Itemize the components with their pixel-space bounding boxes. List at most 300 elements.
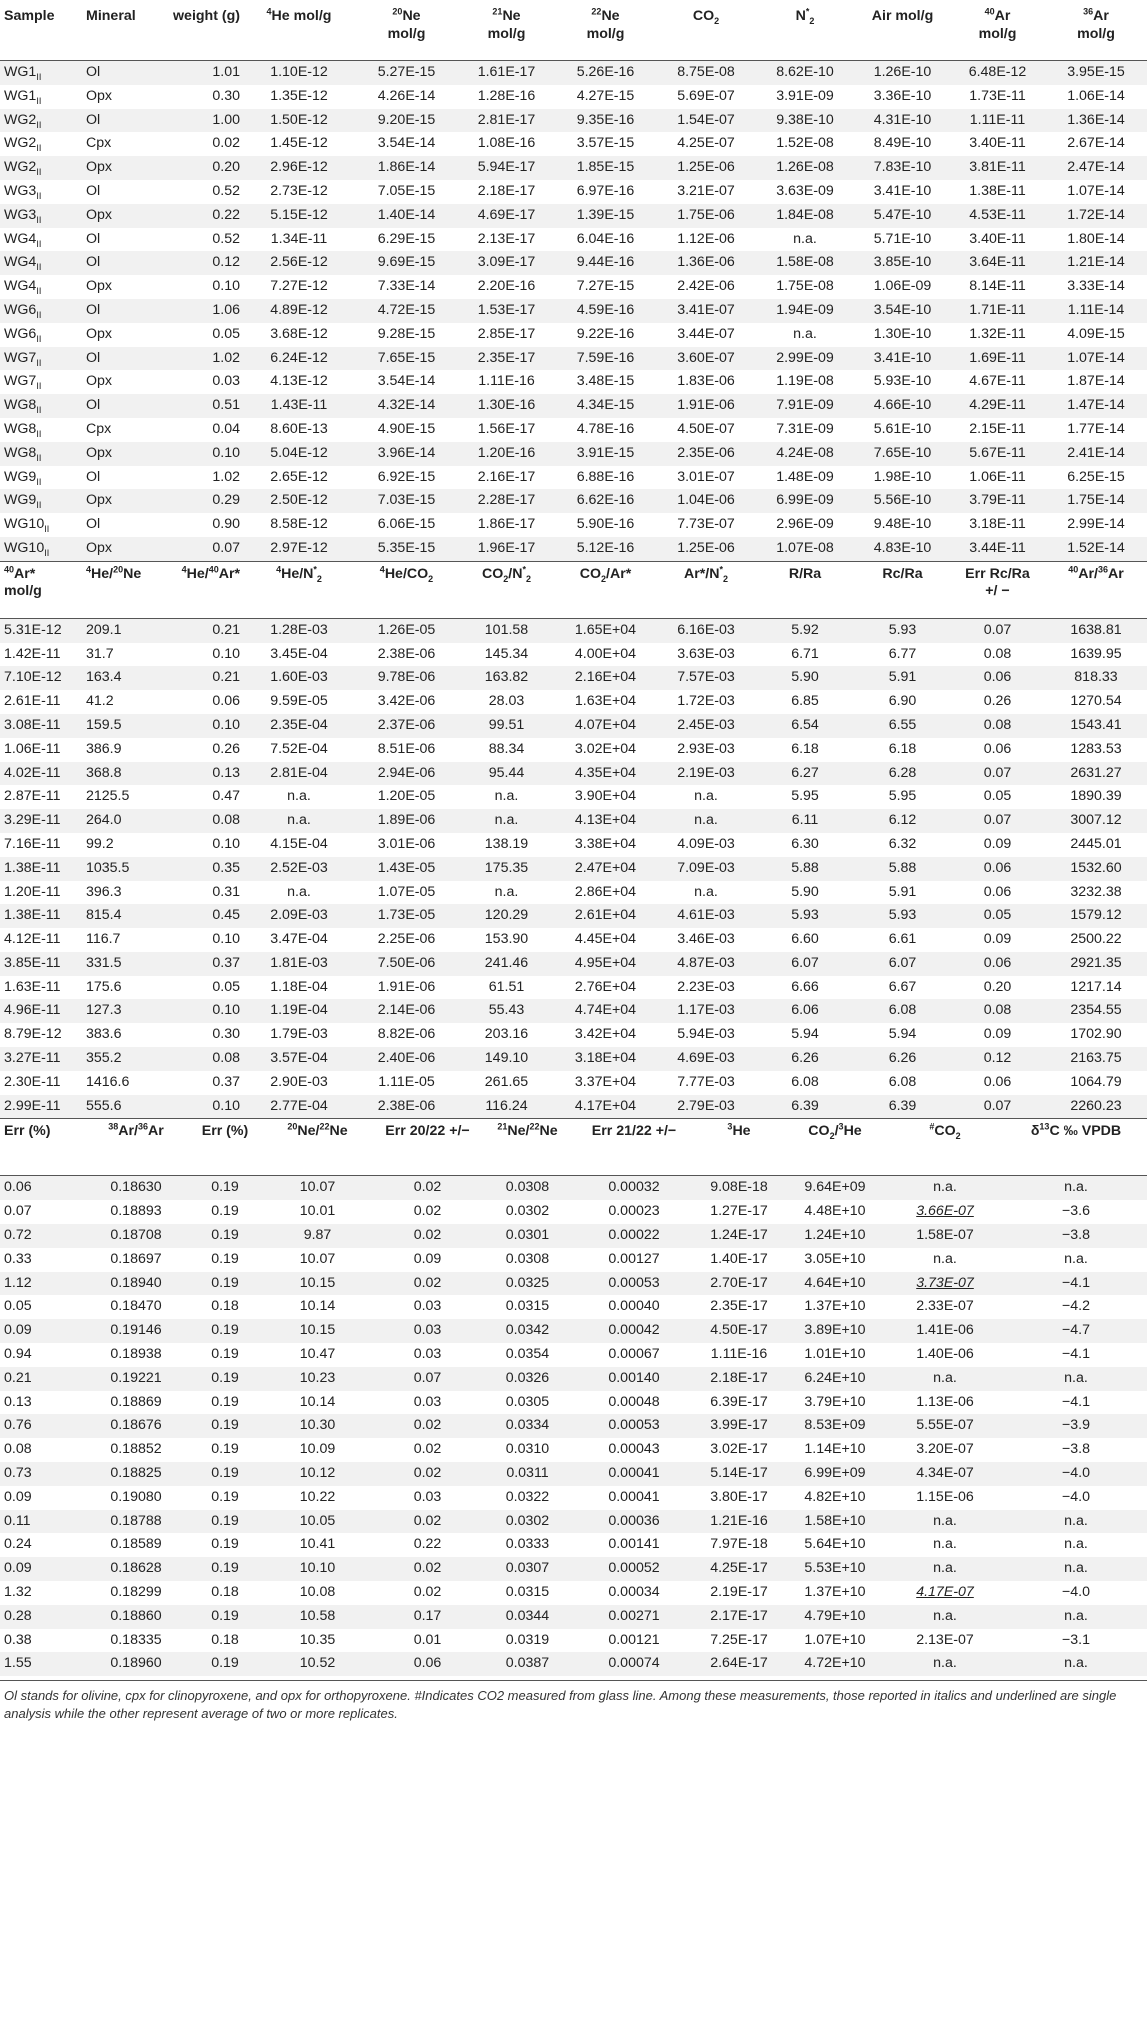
table-cell: 7.25E-17 [710, 1631, 768, 1648]
table-cell: 7.65E-10 [855, 442, 950, 466]
table-cell: 3007.12 [1045, 809, 1147, 833]
table-cell: 8.53E+09 [785, 1414, 885, 1438]
table-cell: 1.91E-06 [377, 978, 436, 995]
table-cell: 116.24 [459, 1095, 554, 1119]
table-row [0, 666, 1147, 690]
table-cell: Ol [82, 109, 154, 133]
table-cell: −3.9 [1005, 1414, 1147, 1438]
table-body-2 [0, 618, 1147, 1118]
table-cell: 0.18708 [82, 1224, 190, 1248]
table-cell: 6.39 [855, 1095, 950, 1119]
table-cell: 0.02 [375, 1462, 480, 1486]
col-header-4he-40ar: $^4$He/$^{40}$Ar* [181, 564, 240, 582]
table-cell: 1.81E-03 [244, 952, 354, 976]
table-cell: 116.7 [86, 931, 121, 948]
col-header-21ne: $^{21}$Ne mol/g [487, 6, 526, 42]
table-cell: Ol [82, 347, 154, 371]
table-cell: 0.00053 [575, 1414, 693, 1438]
table-cell: 1.06 [154, 299, 244, 323]
table-cell: $WG8_{II}$ [4, 420, 42, 439]
table-cell: 2.41E-14 [1045, 442, 1147, 466]
table-row [0, 442, 1147, 466]
table-cell: 6.18 [791, 740, 819, 757]
table-cell: 1.24E-17 [693, 1224, 785, 1248]
table-cell: 2125.5 [86, 788, 130, 805]
table-cell: 1.26E-08 [755, 156, 855, 180]
table-cell: 1.07E-14 [1045, 347, 1147, 371]
table-cell: 0.06 [0, 1176, 82, 1200]
table-cell: 0.19 [190, 1652, 260, 1676]
table-row [0, 180, 1147, 204]
table-cell: 6.28 [855, 762, 950, 786]
table-cell: $WG4_{II}$ [0, 251, 82, 275]
table-cell: 3.48E-15 [576, 373, 635, 390]
table-cell: 0.76 [0, 1414, 82, 1438]
table-cell: 0.00271 [575, 1605, 693, 1629]
table-cell: 2.90E-03 [270, 1073, 328, 1090]
table-cell: 0.00052 [575, 1557, 693, 1581]
table-cell: 0.30 [212, 1026, 240, 1043]
table-row [0, 1486, 1147, 1510]
table-cell: 9.28E-15 [377, 325, 436, 342]
table-cell: n.a. [1005, 1652, 1147, 1676]
table-cell: 2.96E-09 [776, 516, 834, 533]
table-cell: 1.34E-11 [270, 230, 328, 247]
table-cell: 5.55E-07 [885, 1414, 1005, 1438]
table-cell: 10.09 [299, 1441, 336, 1458]
table-cell: 0.19 [211, 1488, 239, 1505]
table-cell: n.a. [793, 325, 817, 342]
table-cell: 1.77E-14 [1067, 420, 1125, 437]
table-cell: 0.19080 [110, 1488, 162, 1505]
table-cell: 1.10E-12 [244, 61, 354, 85]
table-cell: 1.36E-06 [657, 251, 755, 275]
table-cell: 88.34 [488, 740, 525, 757]
table-cell: 4.50E-17 [693, 1319, 785, 1343]
table-cell: 10.47 [299, 1346, 336, 1363]
table-cell: n.a. [244, 809, 354, 833]
table-cell: $WG2_{II}$ [4, 135, 42, 154]
table-cell: 0.35 [154, 857, 244, 881]
table-cell: 0.06 [950, 857, 1045, 881]
table-cell: 2.73E-12 [270, 182, 328, 199]
table-cell: 386.9 [86, 740, 122, 757]
table-row [0, 1023, 1147, 1047]
table-cell: 3232.38 [1070, 883, 1122, 900]
table-cell: 2.35E-17 [710, 1298, 768, 1315]
table-cell: 3.42E-06 [377, 693, 436, 710]
table-cell: 1.30E-10 [873, 325, 932, 342]
table-cell: Opx [82, 489, 154, 513]
table-cell: 0.52 [212, 230, 240, 247]
table-cell: 2.47E-14 [1045, 156, 1147, 180]
table-cell: $WG4_{II}$ [4, 278, 42, 296]
table-cell: 5.04E-12 [244, 442, 354, 466]
table-cell: 0.19 [190, 1462, 260, 1486]
table-cell: 4.72E-15 [354, 299, 459, 323]
table-cell: 4.31E-10 [855, 109, 950, 133]
table-cell: n.a. [1064, 1536, 1088, 1553]
table-row [0, 85, 1147, 109]
table-cell: 1.80E-14 [1067, 230, 1125, 247]
table-cell: 0.18960 [82, 1652, 190, 1676]
table-cell: 2.67E-14 [1067, 135, 1125, 152]
table-cell: 6.88E-16 [576, 468, 635, 485]
table-cell: 2.61E+04 [554, 904, 657, 928]
table-cell: 0.00043 [608, 1441, 660, 1458]
table-cell: 9.22E-16 [576, 325, 635, 342]
table-cell: 28.03 [488, 693, 525, 710]
table-cell: 0.0322 [505, 1488, 550, 1505]
table-cell: n.a. [885, 1605, 1005, 1629]
table-cell: Opx [86, 373, 113, 390]
table-cell: 1.12E-06 [677, 230, 735, 247]
table-cell: 0.0307 [480, 1557, 575, 1581]
table-cell: 0.04 [212, 420, 240, 437]
table-cell: 3.37E+04 [574, 1073, 637, 1090]
table-cell: 7.05E-15 [377, 182, 436, 199]
table-cell: 1.83E-06 [677, 373, 735, 390]
table-cell: 1416.6 [86, 1073, 130, 1090]
table-cell: 7.10E-12 [0, 666, 82, 690]
col-header-r-ra: R/Ra [788, 565, 822, 582]
table-cell: 2.52E-03 [244, 857, 354, 881]
table-cell: 5.93 [855, 904, 950, 928]
table-cell: Ol [82, 394, 154, 418]
table-cell: 1.02 [154, 347, 244, 371]
table-cell: n.a. [885, 1652, 1005, 1676]
table-cell: Opx [82, 204, 154, 228]
table-cell: 1.63E+04 [574, 693, 637, 710]
table-cell: 10.58 [260, 1605, 375, 1629]
table-cell: 2.65E-12 [270, 468, 328, 485]
table-cell: 0.07 [950, 618, 1045, 642]
table-cell: 3.60E-07 [657, 347, 755, 371]
table-cell: 10.14 [299, 1393, 336, 1410]
table-cell: 2.87E-11 [4, 788, 61, 805]
table-cell: 6.92E-15 [377, 468, 436, 485]
table-cell: 3.05E+10 [804, 1250, 866, 1267]
table-cell: 5.94E-17 [459, 156, 554, 180]
table-cell: n.a. [1005, 1605, 1147, 1629]
table-cell: −3.8 [1061, 1441, 1090, 1458]
table-footnote: Ol stands for olivine, cpx for clinopyroxene, and opx for orthopyroxene. #Indicates CO2 measured from glass line. Among these measurements, those reported in italics and underlined are single analysis while the other represent average of two or more replicates. [0, 1680, 1147, 1722]
table-cell: $WG7_{II}$ [0, 347, 82, 371]
table-cell: 5.14E-17 [693, 1462, 785, 1486]
table-cell: 1.69E-11 [950, 347, 1045, 371]
table-cell: 3.95E-15 [1045, 61, 1147, 85]
table-cell: 0.18869 [110, 1393, 162, 1410]
table-cell: $WG6_{II}$ [4, 325, 42, 344]
table-cell: 0.19 [190, 1414, 260, 1438]
table-cell: 0.10 [154, 999, 244, 1023]
col-header-21ne-22ne: $^{21}$Ne/$^{22}$Ne [497, 1121, 558, 1140]
table-row [0, 251, 1147, 275]
table-row [0, 466, 1147, 490]
table-cell: 0.02 [413, 1203, 442, 1220]
table-cell: 1.75E-06 [657, 204, 755, 228]
table-cell: 6.26 [855, 1047, 950, 1071]
col-header-36ar: $^{36}$Ar mol/g [1077, 6, 1115, 42]
table-cell: 4.07E+04 [554, 714, 657, 738]
table-cell: 2.35E-17 [459, 347, 554, 371]
table-cell: 0.13 [4, 1393, 32, 1410]
table-cell: 6.39E-17 [710, 1393, 768, 1410]
table-cell: 4.87E-03 [657, 952, 755, 976]
table-cell: 0.18630 [82, 1176, 190, 1200]
table-row [0, 489, 1147, 513]
table-cell: 0.01 [413, 1631, 442, 1648]
table-cell: 0.19 [211, 1250, 239, 1267]
table-row [0, 714, 1147, 738]
table-cell: n.a. [885, 1176, 1005, 1200]
table-cell: 4.95E+04 [554, 952, 657, 976]
table-cell: 1.30E-16 [459, 394, 554, 418]
table-cell: 10.35 [299, 1631, 336, 1648]
table-cell: 4.82E+10 [804, 1488, 866, 1505]
table-cell: 0.09 [983, 835, 1012, 852]
table-cell: 2.81E-17 [459, 109, 554, 133]
table-cell: 10.41 [299, 1536, 336, 1553]
table-cell: 1.84E-08 [755, 204, 855, 228]
table-cell: 1.65E+04 [554, 618, 657, 642]
table-cell: 10.15 [260, 1272, 375, 1296]
table-block-3 [0, 1118, 1147, 1676]
table-cell: n.a. [933, 1250, 957, 1267]
table-cell: $WG4_{II}$ [4, 230, 42, 249]
table-cell: 1543.41 [1045, 714, 1147, 738]
table-row [0, 643, 1147, 667]
table-cell: 9.78E-06 [354, 666, 459, 690]
table-cell: 0.90 [212, 516, 240, 533]
table-cell: 818.33 [1045, 666, 1147, 690]
table-cell: 4.09E-03 [677, 835, 735, 852]
table-cell: 0.05 [983, 788, 1012, 805]
table-cell: 2.35E-06 [657, 442, 755, 466]
table-cell: 0.09 [4, 1488, 32, 1505]
table-cell: 2.23E-03 [677, 978, 735, 995]
table-cell: 175.35 [459, 857, 554, 881]
col-header-40ar: $^{40}$Ar mol/g [978, 6, 1017, 42]
table-cell: 0.00042 [575, 1319, 693, 1343]
table-cell: 0.00022 [575, 1224, 693, 1248]
table-cell: 0.00034 [608, 1584, 660, 1601]
table-cell: 0.18788 [82, 1510, 190, 1534]
table-cell: 0.45 [154, 904, 244, 928]
table-cell: 0.13 [154, 762, 244, 786]
table-cell: n.a. [933, 1536, 957, 1553]
table-row [0, 618, 1147, 642]
table-cell: −4.1 [1061, 1393, 1090, 1410]
table-cell: 7.73E-07 [677, 516, 735, 533]
table-cell: 2.99E-14 [1067, 516, 1125, 533]
table-cell: 10.01 [299, 1203, 336, 1220]
table-cell: 6.60 [791, 931, 819, 948]
table-cell: 55.43 [459, 999, 554, 1023]
table-cell: 264.0 [82, 809, 154, 833]
table-cell: 1064.79 [1070, 1073, 1122, 1090]
table-cell: 1.25E-06 [657, 156, 755, 180]
table-cell: 1.58E+10 [785, 1510, 885, 1534]
table-cell: Ol [82, 251, 154, 275]
table-cell: 2.64E-17 [693, 1652, 785, 1676]
table-cell: 8.75E-08 [657, 61, 755, 85]
table-row [0, 1319, 1147, 1343]
table-cell: 2.96E-12 [244, 156, 354, 180]
table-cell: 1.38E-11 [0, 857, 82, 881]
table-cell: 4.72E+10 [785, 1652, 885, 1676]
table-cell: 1.96E-17 [459, 537, 554, 561]
table-cell: 7.16E-11 [4, 835, 61, 852]
table-cell: 5.92 [755, 618, 855, 642]
table-cell: 2.47E+04 [554, 857, 657, 881]
col-header-20ne-22ne: $^{20}$Ne/$^{22}$Ne [287, 1121, 348, 1140]
table-cell: 4.66E-10 [855, 394, 950, 418]
table-cell: n.a. [1064, 1250, 1088, 1267]
table-cell: 1283.53 [1070, 740, 1122, 757]
table-cell: 7.65E-15 [354, 347, 459, 371]
table-cell: 9.64E+09 [785, 1176, 885, 1200]
table-cell: 1.37E+10 [804, 1584, 866, 1601]
table-cell: 1.20E-05 [377, 788, 436, 805]
table-cell: 1.61E-17 [459, 61, 554, 85]
table-cell: 0.07 [154, 537, 244, 561]
table-cell: 396.3 [86, 883, 122, 900]
table-cell: 4.25E-07 [677, 135, 735, 152]
table-cell: 0.18676 [82, 1414, 190, 1438]
table-cell: 0.19 [211, 1393, 239, 1410]
table-cell: 2.15E-11 [969, 420, 1026, 437]
table-cell: 0.10 [154, 442, 244, 466]
col-header-40ar-36ar: $^{40}$Ar/$^{36}$Ar [1068, 564, 1124, 582]
table-cell: 0.0310 [505, 1441, 550, 1458]
table-header-row [0, 561, 1147, 618]
table-cell: 5.35E-15 [354, 537, 459, 561]
table-cell: n.a. [1005, 1510, 1147, 1534]
table-cell: 0.30 [212, 87, 240, 104]
table-cell: 2.70E-17 [693, 1272, 785, 1296]
table-cell: 0.28 [0, 1605, 82, 1629]
table-cell: 61.51 [488, 978, 525, 995]
table-cell: 1.26E-10 [855, 61, 950, 85]
table-cell: 6.16E-03 [657, 618, 755, 642]
table-row [0, 132, 1147, 156]
table-cell: 2.42E-06 [677, 278, 735, 295]
table-cell: 4.35E+04 [554, 762, 657, 786]
table-cell: 1.47E-14 [1045, 394, 1147, 418]
table-cell: 1532.60 [1045, 857, 1147, 881]
table-cell: 6.04E-16 [576, 230, 635, 247]
table-cell: 120.29 [459, 904, 554, 928]
table-row [0, 1047, 1147, 1071]
table-cell: Opx [82, 537, 154, 561]
table-cell: 9.38E-10 [755, 109, 855, 133]
table-cell: 1.63E-11 [4, 978, 61, 995]
table-row [0, 809, 1147, 833]
table-cell: 0.06 [983, 1073, 1012, 1090]
table-cell: n.a. [793, 230, 817, 247]
table-cell: 0.18893 [110, 1203, 162, 1220]
table-cell: 4.15E-04 [270, 835, 328, 852]
table-cell: 0.03 [212, 373, 240, 390]
table-cell: 10.05 [260, 1510, 375, 1534]
table-cell: 1.37E+10 [804, 1298, 866, 1315]
table-cell: 0.10 [154, 714, 244, 738]
table-cell: 2.20E-16 [477, 278, 536, 295]
table-cell: 5.93 [755, 904, 855, 928]
table-cell: 1.40E-06 [916, 1346, 974, 1363]
table-block-2 [0, 561, 1147, 1119]
table-cell: 1.18E-04 [270, 978, 328, 995]
col-header-co2-ar: $CO_2/Ar*$ [579, 565, 632, 584]
table-cell: 0.07 [375, 1367, 480, 1391]
table-row [0, 1224, 1147, 1248]
table-cell: 0.06 [950, 952, 1045, 976]
table-cell: 1.21E-14 [1045, 251, 1147, 275]
table-cell: 3.27E-11 [0, 1047, 82, 1071]
table-cell: 6.29E-15 [377, 230, 436, 247]
table-cell: 1.94E-09 [755, 299, 855, 323]
table-cell: 145.34 [484, 645, 529, 662]
table-cell: 2631.27 [1045, 762, 1147, 786]
table-cell: 0.08 [4, 1441, 32, 1458]
table-cell: 0.08 [154, 1047, 244, 1071]
col-header-hash-co2: $^{\#}CO_2$ [929, 1121, 961, 1142]
table-cell: 0.18 [211, 1584, 239, 1601]
table-cell: 3.89E+10 [785, 1319, 885, 1343]
table-cell: 0.00140 [575, 1367, 693, 1391]
table-cell: 1.11E-16 [478, 373, 535, 390]
table-cell: 6.08 [791, 1073, 819, 1090]
table-cell: 2.18E-17 [693, 1367, 785, 1391]
table-cell: 0.20 [154, 156, 244, 180]
table-cell: −4.0 [1005, 1462, 1147, 1486]
table-cell: 1.32E-11 [969, 325, 1026, 342]
table-cell: 3.29E-11 [0, 809, 82, 833]
table-cell: Ol [86, 182, 101, 199]
table-cell: 1.75E-14 [1045, 489, 1147, 513]
table-cell: Ol [82, 299, 154, 323]
table-cell: 0.20 [983, 978, 1012, 995]
table-cell: 0.03 [413, 1488, 442, 1505]
table-cell: 3.91E-09 [776, 87, 834, 104]
table-cell: 2.94E-06 [354, 762, 459, 786]
table-row [0, 690, 1147, 714]
table-cell: 7.83E-10 [855, 156, 950, 180]
table-row [0, 1462, 1147, 1486]
table-cell: 6.77 [888, 645, 917, 662]
table-cell: 1035.5 [82, 857, 154, 881]
table-cell: 159.5 [82, 714, 154, 738]
table-cell: 0.19221 [82, 1367, 190, 1391]
table-cell: 6.07 [855, 952, 950, 976]
table-cell: 1.01 [154, 61, 244, 85]
table-cell: $WG3_{II}$ [4, 182, 42, 201]
table-cell: 5.31E-12 [0, 618, 82, 642]
table-cell: 101.58 [459, 618, 554, 642]
table-cell: 1.19E-08 [776, 373, 834, 390]
col-header-d13c: $\delta^{13}C$ ‰ VPDB [1030, 1121, 1122, 1140]
table-cell: 0.09 [0, 1557, 82, 1581]
table-cell: 3.09E-17 [459, 251, 554, 275]
table-cell: −4.7 [1005, 1319, 1147, 1343]
col-header-4he-n2: $^4He/N^*_2$ [276, 564, 322, 584]
table-cell: 0.37 [154, 952, 244, 976]
table-cell: 2.85E-17 [477, 325, 536, 342]
table-cell: 1.85E-15 [554, 156, 657, 180]
table-cell: 4.26E-14 [377, 87, 436, 104]
table-cell: 1.56E-17 [477, 420, 536, 437]
